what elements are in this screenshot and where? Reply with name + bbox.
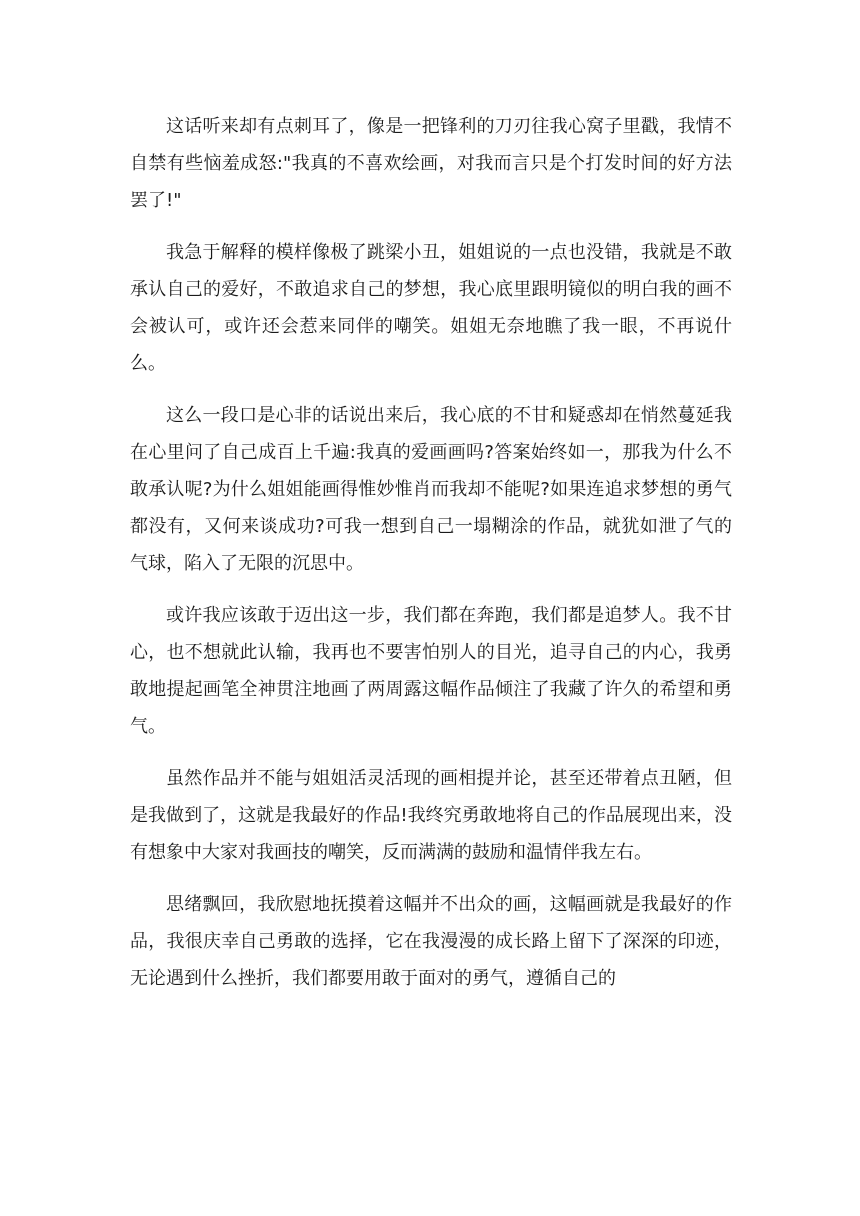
document-body [130, 108, 732, 1012]
paragraph-5: 虽然作品并不能与姐姐活灵活现的画相提并论，甚至还带着点丑陋，但是我做到了，这就是我最好的作品!我终究勇敢地将自己的作品展现出来，没有想象中大家对我画技的嘲笑，反而满满的鼓励和温情伴我左右。 [130, 768, 732, 863]
paragraph-3: 这么一段口是心非的话说出来后，我心底的不甘和疑惑却在悄然蔓延我在心里问了自己成百上千遍:我真的爱画画吗?答案始终如一，那我为什么不敢承认呢?为什么姐姐能画得惟妙惟肖而我却不能呢?如果连追求梦想的勇气都没有，又何来谈成功?可我一想到自己一塌糊涂的作品，就犹如泄了气的气球，陷入了无限的沉思中。 [130, 405, 732, 574]
paragraph-6: 思绪飘回，我欣慰地抚摸着这幅并不出众的画，这幅画就是我最好的作品，我很庆幸自己勇敢的选择，它在我漫漫的成长路上留下了深深的印迹，无论遇到什么挫折，我们都要用敢于面对的勇气，遵循自己的 [130, 894, 732, 989]
paragraph-1: 这话听来却有点刺耳了，像是一把锋利的刀刃往我心窝子里戳，我情不自禁有些恼羞成怒:"我真的不喜欢绘画，对我而言只是个打发时间的好方法罢了!" [130, 116, 732, 211]
paragraph-4: 或许我应该敢于迈出这一步，我们都在奔跑，我们都是追梦人。我不甘心，也不想就此认输，我再也不要害怕别人的目光，追寻自己的内心，我勇敢地提起画笔全神贯注地画了两周露这幅作品倾注了我藏了许久的希望和勇气。 [130, 605, 732, 737]
paragraph-2: 我急于解释的模样像极了跳梁小丑，姐姐说的一点也没错，我就是不敢承认自己的爱好，不敢追求自己的梦想，我心底里跟明镜似的明白我的画不会被认可，或许还会惹来同伴的嘲笑。姐姐无奈地瞧了我一眼，不再说什么。 [130, 242, 732, 374]
